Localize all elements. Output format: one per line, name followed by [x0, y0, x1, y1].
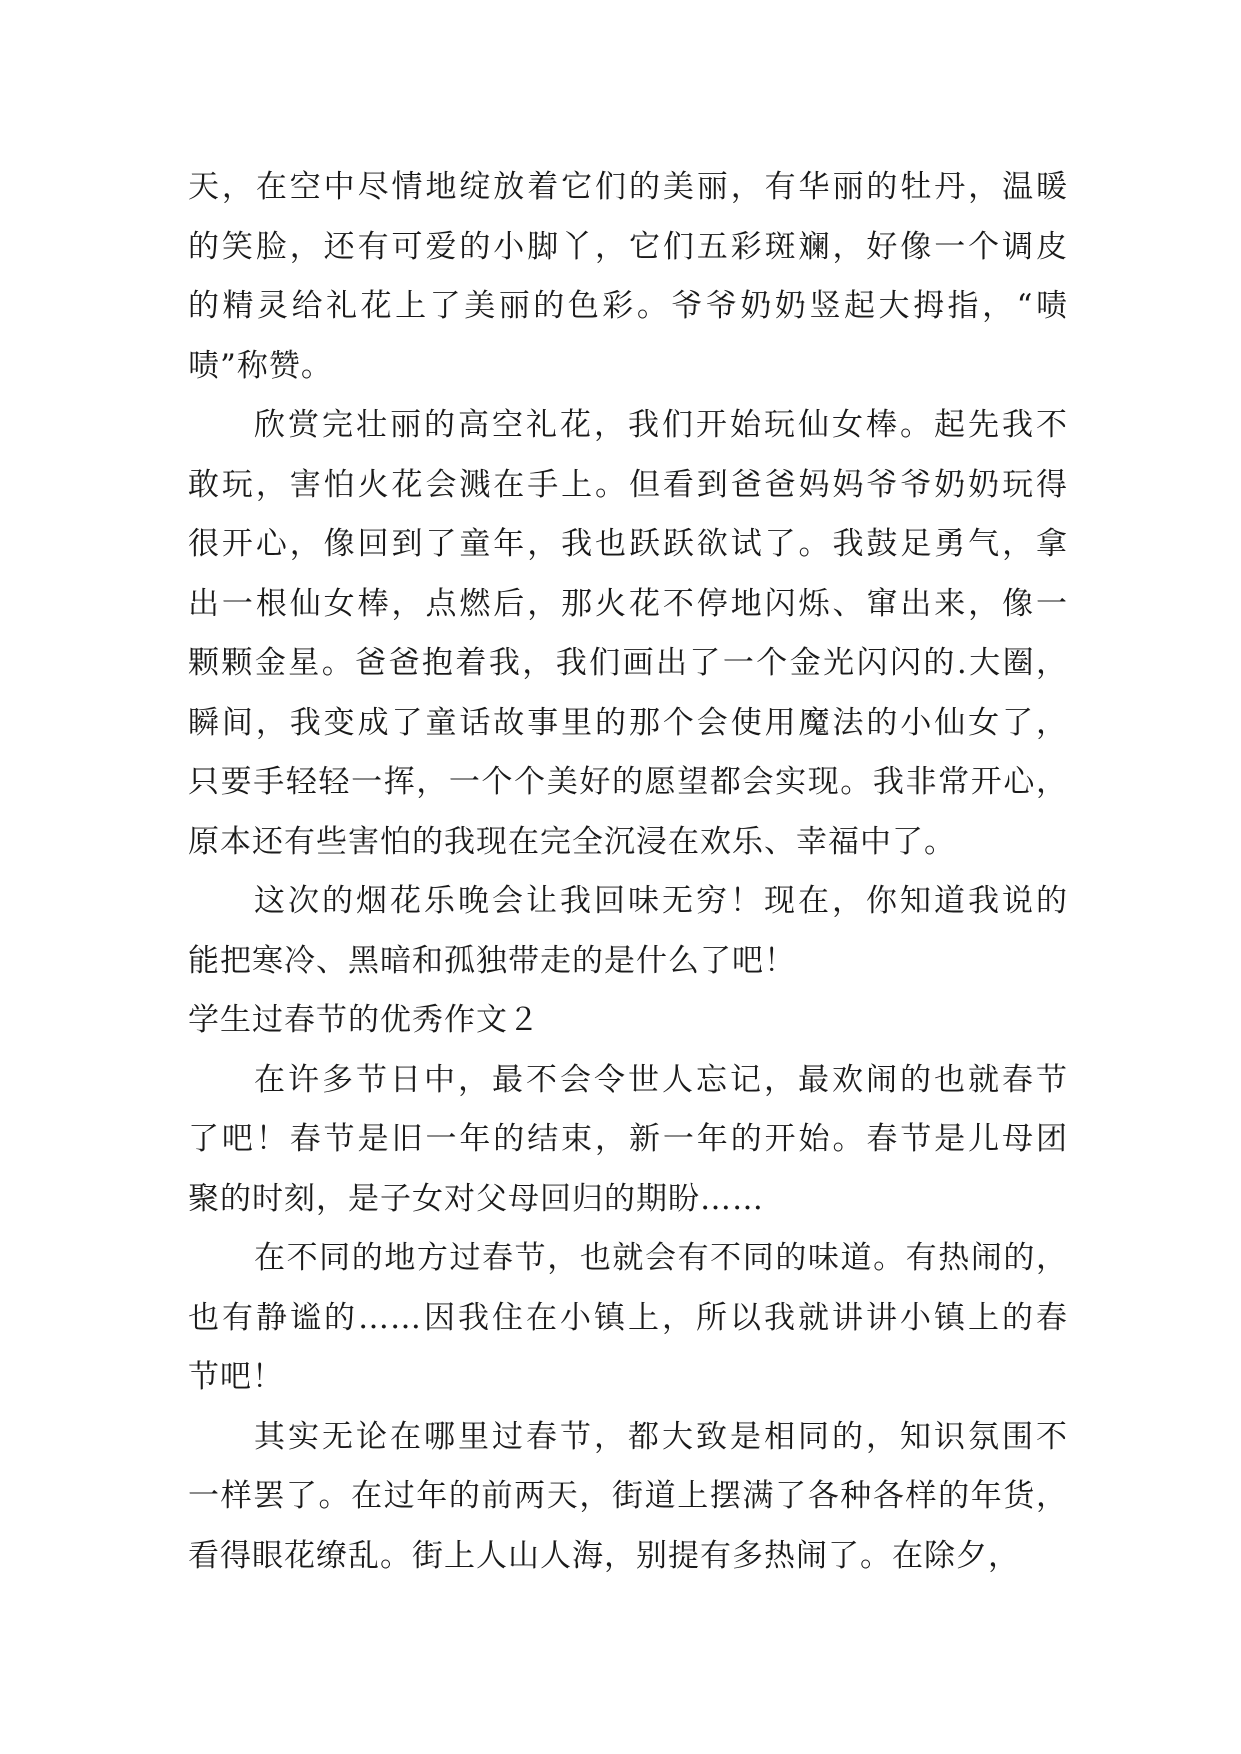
paragraph	[188, 1229, 1068, 1408]
paragraph	[188, 396, 1068, 872]
text-line: 出一根仙女棒，点燃后，那火花不停地闪烁、窜出来，像一	[188, 585, 1068, 622]
text-line: 在不同的地方过春节，也就会有不同的味道。有热闹的，	[254, 1240, 1068, 1276]
paragraph	[188, 158, 1068, 396]
text-line: 的精灵给礼花上了美丽的色彩。爷爷奶奶竖起大拇指，“啧	[188, 288, 1068, 324]
text-line: 这次的烟花乐晚会让我回味无穷！现在，你知道我说的	[254, 883, 1068, 919]
text-line: 节吧！	[188, 1359, 284, 1395]
text-line: 天，在空中尽情地绽放着它们的美丽，有华丽的牡丹，温暖	[188, 169, 1068, 205]
section-heading	[188, 991, 1068, 1051]
heading-text: 学生过春节的优秀作文２	[188, 1002, 540, 1038]
text-line: 的笑脸，还有可爱的小脚丫，它们五彩斑斓，好像一个调皮	[188, 228, 1068, 265]
text-line: 聚的时刻，是子女对父母回归的期盼……	[188, 1180, 764, 1217]
document-body	[188, 158, 1068, 1586]
text-line: 能把寒冷、黑暗和孤独带走的是什么了吧！	[188, 942, 796, 979]
text-line: 原本还有些害怕的我现在完全沉浸在欢乐、幸福中了。	[188, 823, 956, 860]
paragraph	[188, 1051, 1068, 1230]
paragraph	[188, 872, 1068, 991]
text-line: 欣赏完壮丽的高空礼花，我们开始玩仙女棒。起先我不	[254, 407, 1068, 443]
text-line: 看得眼花缭乱。街上人山人海，别提有多热闹了。在除夕，	[188, 1537, 1020, 1574]
text-line: 啧”称赞。	[188, 347, 333, 384]
text-line: 只要手轻轻一挥，一个个美好的愿望都会实现。我非常开心，	[188, 764, 1068, 800]
text-line: 颗颗金星。爸爸抱着我，我们画出了一个金光闪闪的.大圈，	[188, 645, 1068, 681]
text-line: 敢玩，害怕火花会溅在手上。但看到爸爸妈妈爷爷奶奶玩得	[188, 466, 1068, 503]
text-line: 一样罢了。在过年的前两天，街道上摆满了各种各样的年货，	[188, 1478, 1068, 1514]
text-line: 其实无论在哪里过春节，都大致是相同的，知识氛围不	[254, 1418, 1068, 1455]
text-line: 了吧！春节是旧一年的结束，新一年的开始。春节是儿母团	[188, 1121, 1068, 1157]
text-line: 瞬间，我变成了童话故事里的那个会使用魔法的小仙女了，	[188, 704, 1068, 741]
text-line: 在许多节日中，最不会令世人忘记，最欢闹的也就春节	[254, 1061, 1068, 1098]
text-line: 很开心，像回到了童年，我也跃跃欲试了。我鼓足勇气，拿	[188, 526, 1068, 562]
text-line: 也有静谧的……因我住在小镇上，所以我就讲讲小镇上的春	[188, 1299, 1068, 1336]
paragraph	[188, 1408, 1068, 1587]
